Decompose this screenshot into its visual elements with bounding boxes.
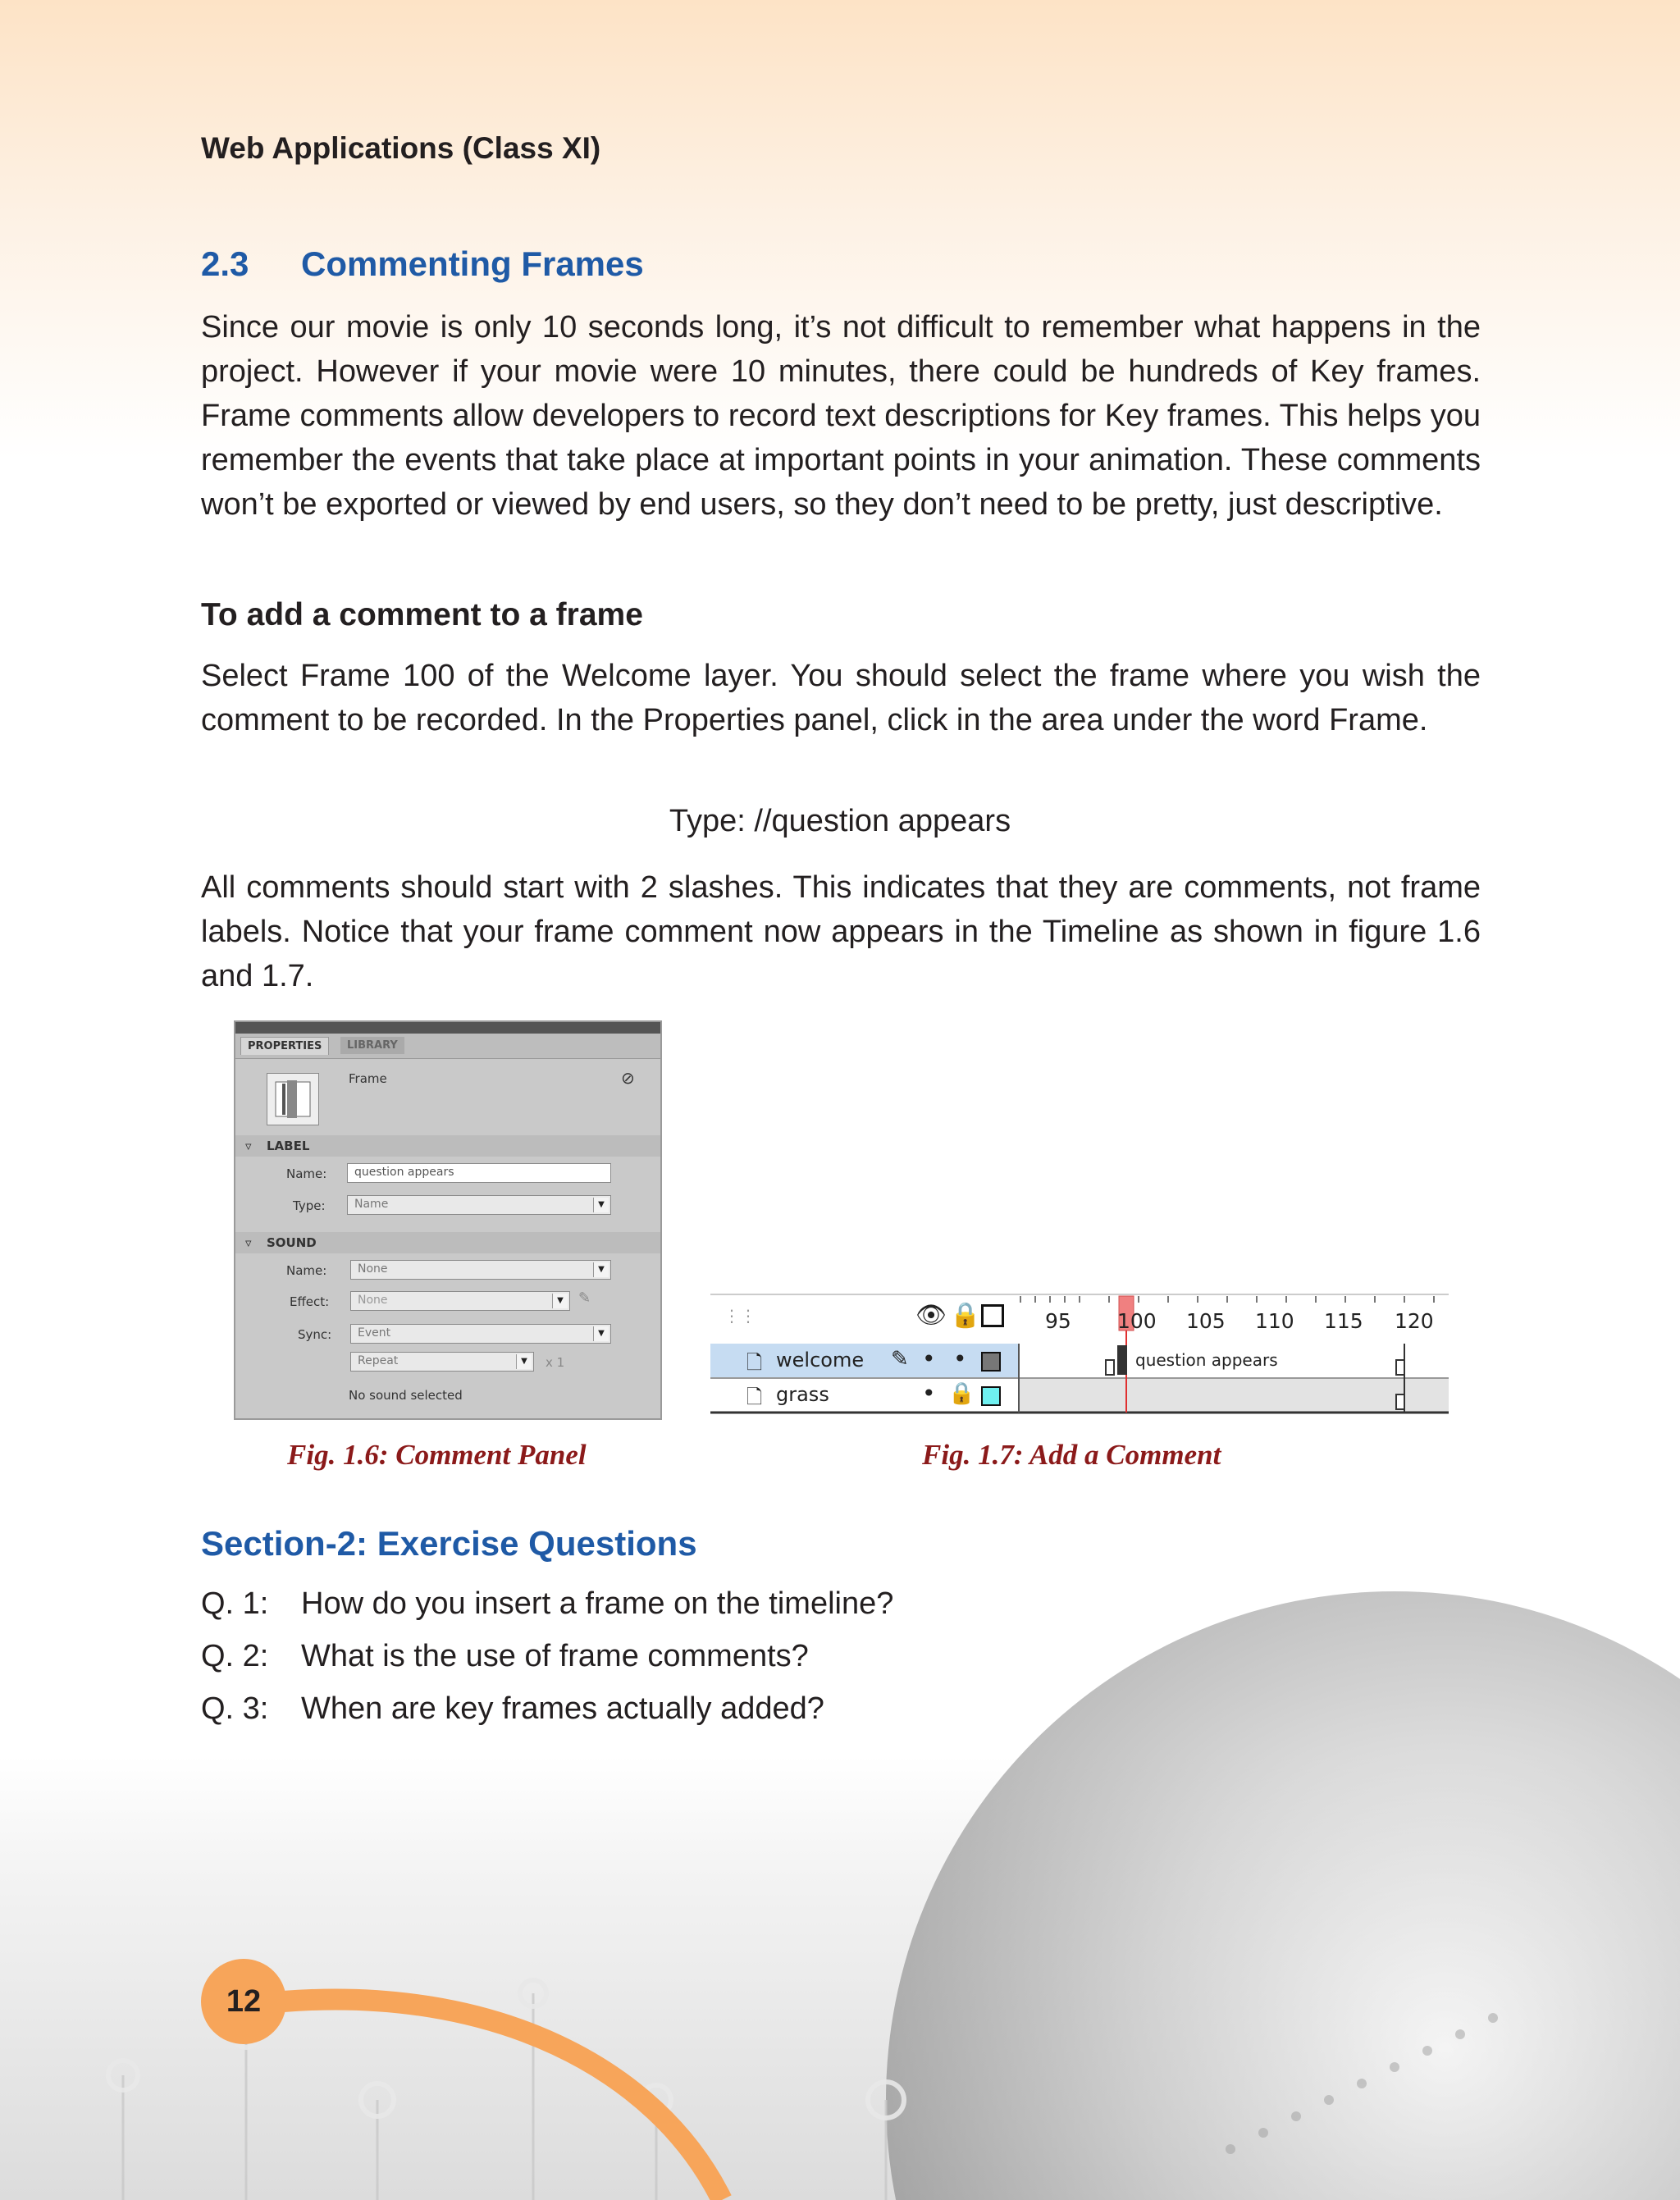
question-text: What is the use of frame comments? xyxy=(301,1639,809,1673)
visibility-dot-icon[interactable]: • xyxy=(922,1345,936,1372)
repeat-select[interactable] xyxy=(350,1352,534,1372)
name-field[interactable]: question appears xyxy=(347,1163,611,1183)
sound-section-title: SOUND xyxy=(267,1235,317,1250)
sync-value: Event xyxy=(358,1326,391,1340)
paragraph-1-block xyxy=(201,305,1481,527)
paragraph-1: Since our movie is only 10 seconds long, it’s not difficult to remember what happens in the project. However if your movie were 10 minutes, there could be hundreds of Key frames. Frame comments allow developers to record text descriptions for Key frames. This helps you remember the events that take place at important points in your animation. These comments won’t be exported or viewed by end users, so they don’t need to be pretty, just descriptive. xyxy=(201,310,1481,522)
properties-panel-figure xyxy=(234,1020,662,1420)
section-heading xyxy=(201,244,644,284)
layer-icon: 🗋 xyxy=(746,1385,763,1408)
collapse-icon: ▿ xyxy=(245,1139,252,1153)
question-text: How do you insert a frame on the timeline? xyxy=(301,1586,894,1621)
tab-library[interactable]: LIBRARY xyxy=(340,1037,404,1054)
ruler-label: 110 xyxy=(1255,1309,1294,1333)
pencil-icon[interactable]: ✎ xyxy=(578,1289,591,1307)
type-label: Type: xyxy=(293,1198,326,1213)
layer-icon: 🗋 xyxy=(746,1351,763,1374)
sync-label: Sync: xyxy=(298,1327,332,1342)
figure-1-7-caption: Fig. 1.7: Add a Comment xyxy=(922,1439,1221,1471)
pencil-icon: ✎ xyxy=(891,1347,909,1372)
question-item xyxy=(201,1639,809,1674)
layer-color-icon[interactable] xyxy=(981,1386,1001,1406)
running-head: Web Applications (Class XI) xyxy=(201,131,601,165)
layer-row-welcome[interactable] xyxy=(710,1344,1019,1378)
sound-status: No sound selected xyxy=(349,1388,463,1403)
frame-comment[interactable]: question appears xyxy=(1135,1350,1278,1370)
figure-1-6-caption: Fig. 1.6: Comment Panel xyxy=(287,1439,587,1471)
globe-graphic xyxy=(886,1591,1680,2200)
layer-row-grass[interactable] xyxy=(710,1378,1019,1413)
lock-dot-icon[interactable]: • xyxy=(953,1345,967,1372)
lock-icon[interactable]: 🔒 xyxy=(948,1381,975,1406)
paragraph-2: Select Frame 100 of the Welcome layer. You should select the frame where you wish the comment to be recorded. In the Properties panel, click in the area under the word Frame. xyxy=(201,659,1481,737)
collapse-icon: ▿ xyxy=(245,1235,252,1250)
frame-title: Frame xyxy=(349,1071,387,1086)
tab-properties[interactable]: PROPERTIES xyxy=(240,1037,329,1055)
layer-name: grass xyxy=(776,1383,829,1406)
chevron-down-icon: ▼ xyxy=(516,1354,532,1369)
sync-select[interactable] xyxy=(350,1324,611,1344)
sound-section-header[interactable] xyxy=(235,1232,660,1253)
repeat-count[interactable]: x 1 xyxy=(546,1355,565,1370)
visibility-dot-icon[interactable]: • xyxy=(922,1380,936,1407)
section-number: 2.3 xyxy=(201,244,249,283)
panel-tabs xyxy=(235,1034,660,1059)
paragraph-3-block xyxy=(201,865,1481,998)
ruler-label: 120 xyxy=(1395,1309,1434,1333)
ruler-label: 105 xyxy=(1186,1309,1226,1333)
frame-icon xyxy=(267,1073,319,1125)
layer-color-icon[interactable] xyxy=(981,1352,1001,1372)
sound-name-label: Name: xyxy=(286,1263,327,1278)
question-item xyxy=(201,1691,824,1727)
chevron-down-icon: ▼ xyxy=(593,1326,609,1341)
paragraph-3: All comments should start with 2 slashes. This indicates that they are comments, not frame labels. Notice that your frame comment now appears in the Timeline as shown in figure 1.6 and 1.7. xyxy=(201,870,1481,993)
help-icon[interactable]: ⊘ xyxy=(621,1068,635,1088)
type-select-value: Name xyxy=(354,1198,389,1211)
effect-select[interactable] xyxy=(350,1291,570,1311)
question-item xyxy=(201,1586,893,1622)
chevron-down-icon: ▼ xyxy=(552,1294,568,1308)
exercise-title: Section-2: Exercise Questions xyxy=(201,1524,697,1563)
panel-title-bar xyxy=(235,1022,660,1034)
effect-value: None xyxy=(358,1294,388,1307)
eye-icon[interactable]: 👁 xyxy=(915,1301,947,1330)
ruler-label: 100 xyxy=(1117,1309,1157,1333)
label-section-header[interactable] xyxy=(235,1135,660,1157)
chevron-down-icon: ▼ xyxy=(593,1198,609,1212)
page-number: 12 xyxy=(201,1959,286,2044)
section-title: Commenting Frames xyxy=(301,244,644,283)
ruler-label: 95 xyxy=(1045,1309,1071,1333)
question-text: When are key frames actually added? xyxy=(301,1691,824,1726)
drag-handle-icon[interactable]: ⋮⋮ xyxy=(724,1306,756,1326)
chevron-down-icon: ▼ xyxy=(593,1262,609,1277)
sound-name-value: None xyxy=(358,1262,388,1276)
question-number: Q. 1: xyxy=(201,1586,269,1621)
outline-icon[interactable] xyxy=(981,1304,1004,1327)
ruler-label: 115 xyxy=(1324,1309,1363,1333)
sound-name-select[interactable] xyxy=(350,1260,611,1280)
effect-label: Effect: xyxy=(290,1294,330,1309)
label-section-title: LABEL xyxy=(267,1139,310,1153)
repeat-value: Repeat xyxy=(358,1354,399,1367)
lock-icon[interactable]: 🔒 xyxy=(950,1301,981,1330)
type-instruction: Type: //question appears xyxy=(669,804,1011,838)
type-select[interactable] xyxy=(347,1195,611,1215)
question-number: Q. 3: xyxy=(201,1691,269,1726)
paragraph-2-block xyxy=(201,654,1481,742)
layer-name: welcome xyxy=(776,1349,865,1372)
question-number: Q. 2: xyxy=(201,1639,269,1673)
timeline-figure xyxy=(710,1293,1449,1421)
subheading: To add a comment to a frame xyxy=(201,597,643,632)
name-label: Name: xyxy=(286,1166,327,1181)
